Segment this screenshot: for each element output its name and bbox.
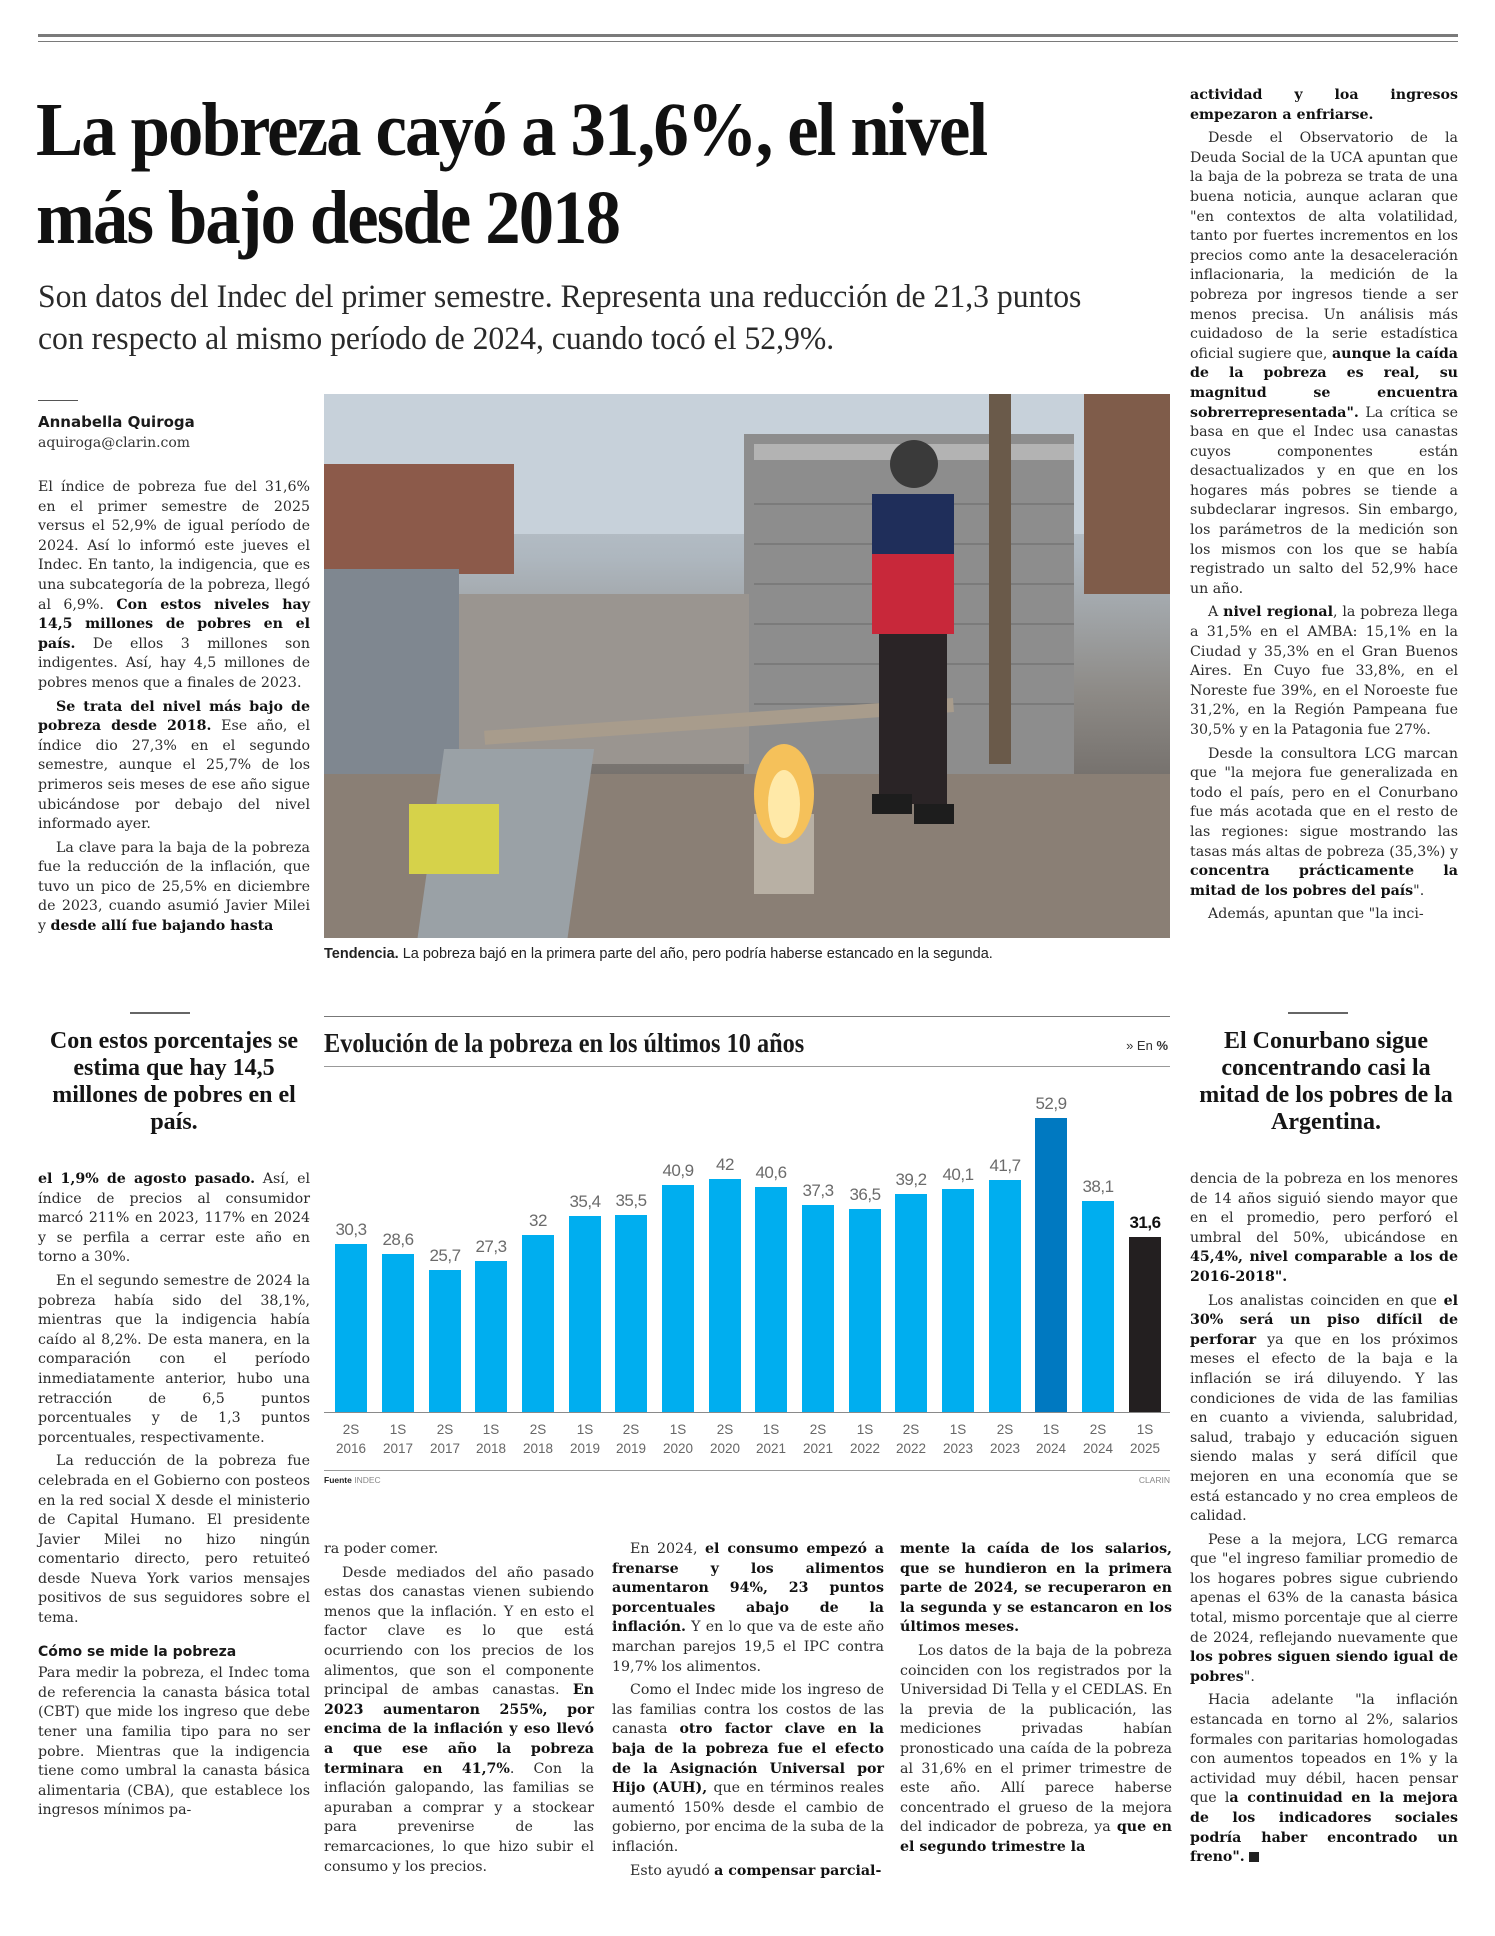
column-3-bottom <box>612 1540 884 1885</box>
poverty-bar-chart <box>324 1016 1170 1486</box>
bar-2s-2019 <box>615 1076 647 1413</box>
chart-unit: » En % <box>1126 1038 1168 1053</box>
x-axis-tick-label: 2S 2020 <box>709 1422 741 1456</box>
x-axis-tick-label: 2S 2016 <box>335 1422 367 1456</box>
bar-1s-2017 <box>382 1076 414 1413</box>
pullquote-rule-left <box>130 1012 190 1014</box>
bar-1s-2022 <box>849 1076 881 1413</box>
bar-fill <box>382 1254 414 1413</box>
bar-fill <box>989 1180 1021 1413</box>
x-axis-tick-label: 2S 2017 <box>429 1422 461 1456</box>
bar-fill <box>942 1189 974 1413</box>
bar-2s-2016 <box>335 1076 367 1413</box>
x-axis-tick-label: 2S 2018 <box>522 1422 554 1456</box>
bar-value-label: 35,5 <box>615 1191 647 1210</box>
bar-value-label: 32 <box>529 1211 547 1230</box>
photo-caption: Tendencia. La pobreza bajó en la primera parte del año, pero podría haberse estancado en la segunda. <box>324 946 993 962</box>
column-right-top <box>1190 86 1458 929</box>
paragraph: Desde mediados del año pasado estas dos canastas vienen subiendo menos que la inflación. Y en esto el factor clave es lo que está ocurriendo con los precios de los alimentos, que son el componente principal de ambas canastas. En 2023 aumentaron 255%, por encima de la inflación y eso llevó a que ese año la pobreza terminara en 41,7%. Con la inflación galopando, las familias se apuraban a comprar y a stockear para prevenirse de las remarcaciones, lo que hizo subir el consumo y los precios. <box>324 1564 595 1875</box>
chart-source: Fuente INDEC <box>324 1475 381 1485</box>
paragraph: Además, apuntan que "la inci- <box>1208 906 1424 923</box>
section-subhead: Cómo se mide la pobreza <box>38 1643 237 1660</box>
chart-title: Evolución de la pobreza en los últimos 10 años <box>324 1028 805 1058</box>
bar-fill <box>1035 1118 1067 1413</box>
x-axis-tick-label: 1S 2018 <box>475 1422 507 1456</box>
bar-value-label: 36,5 <box>849 1185 881 1204</box>
x-axis-tick-label: 2S 2021 <box>802 1422 834 1456</box>
bar-value-label: 40,6 <box>755 1163 787 1182</box>
paragraph: La reducción de la pobreza fue celebrada en el Gobierno con posteos en la red social X desde el ministerio de Capital Humano. El presidente Javier Milei no hizo ningún comentario directo, pero retuiteó desde Nueva York varios mensajes positivos de sus seguidores sobre el tema. <box>38 1453 310 1627</box>
bar-value-label: 38,1 <box>1082 1177 1114 1196</box>
bar-fill <box>802 1205 834 1413</box>
bar-value-label: 37,3 <box>802 1181 834 1200</box>
paragraph: Desde la consultora LCG marcan que "la mejora fue generalizada en todo el país, pero en el Conurbano fue más acotada que en el resto de las regiones: sigue mostrando las tasas más altas de pobreza (35,3%) y concentra prácticamente la mitad de los pobres del país". <box>1190 745 1458 899</box>
paragraph: La clave para la baja de la pobreza fue la reducción de la inflación, que tuvo un pico de 25,5% en diciembre de 2023, cuando asumió Javier Milei y desde allí fue bajando hasta <box>38 839 310 935</box>
bar-value-label: 35,4 <box>569 1192 601 1211</box>
pullquote-right: El Conurbano sigue concentrando casi la mitad de los pobres de la Argentina. <box>1199 1028 1453 1135</box>
column-right-bottom <box>1190 1170 1458 1872</box>
paragraph: Los analistas coinciden en que el 30% será un piso difícil de perforar ya que en los próximos meses el efecto de la baja e la inflación se irá diluyendo. Y las condiciones de vida de las familias en cuanto a vivienda, salubridad, salud, trabajo y educación siguen siendo malas y será difícil que mejoren en una economía que se está estancado y no crea empleos de calidad. <box>1190 1292 1458 1525</box>
paragraph: Desde el Observatorio de la Deuda Social de la UCA apuntan que la baja de la pobreza se trata de una buena noticia, aunque aclaran que "en contextos de alta volatilidad, tanto por fuertes incrementos en los precios como ante la desaceleración inflacionaria, la medición de la pobreza por ingresos tiende a ser menos precisa. Un análisis más cuidadoso de la serie estadística oficial sugiere que, aunque la caída de la pobreza es real, su magnitud se encuentra sobrerrepresentada". La crítica se basa en que el Indec usa canastas cuyos componentes están desactualizados y en que en los hogares más pobres se tiende a subdeclarar ingresos. Sin embargo, los parámetros de la medición son los mismos con los que se había registrado un salto del 52,9% hace un año. <box>1190 130 1458 597</box>
paragraph: Pese a la mejora, LCG remarca que "el ingreso familiar promedio de los hogares pobres sigue cubriendo apenas el 63% de la canasta básica total, mismo porcentaje que al cierre de 2024, reflejando nuevamente que los pobres siguen siendo igual de pobres". <box>1190 1531 1458 1685</box>
x-axis-tick-label: 1S 2021 <box>755 1422 787 1456</box>
deck-subtitle: Son datos del Indec del primer semestre. Representa una reducción de 21,3 puntos con respecto al mismo período de 2024, cuando tocó el 52,9%. <box>38 279 1082 357</box>
chart-top-rule <box>324 1016 1170 1017</box>
x-axis-tick-label: 1S 2024 <box>1035 1422 1067 1456</box>
headline: La pobreza cayó a 31,6%, el nivel más bajo desde 2018 <box>36 88 987 260</box>
chart-footer-rule <box>324 1470 1170 1471</box>
bar-2s-2023 <box>989 1076 1021 1413</box>
pullquote-left: Con estos porcentajes se estima que hay 14,5 millones de pobres en el país. <box>49 1028 299 1135</box>
x-axis-tick-label: 1S 2019 <box>569 1422 601 1456</box>
bar-value-label: 31,6 <box>1129 1213 1161 1232</box>
x-axis-tick-label: 1S 2023 <box>942 1422 974 1456</box>
paragraph: Hacia adelante "la inflación estancada en torno al 2%, salarios formales con paritarias homologadas con aumentos topeados en 1% y la actividad muy débil, hacen pensar que la continuidad en la mejora de los indicadores sociales podría haber encontrado un freno". <box>1190 1692 1458 1866</box>
bar-fill <box>1129 1237 1161 1413</box>
bars-area <box>328 1076 1168 1413</box>
bar-2s-2017 <box>429 1076 461 1413</box>
news-photo <box>324 394 1170 938</box>
end-of-article-mark-icon <box>1249 1852 1259 1862</box>
paragraph: actividad y loa ingresos empezaron a enfriarse. <box>1190 87 1458 123</box>
x-axis-tick-label: 1S 2022 <box>849 1422 881 1456</box>
paragraph: Esto ayudó a compensar parcial- <box>630 1862 882 1879</box>
bar-fill <box>522 1235 554 1413</box>
bar-value-label: 25,7 <box>429 1246 461 1265</box>
x-axis-line <box>324 1412 1170 1413</box>
bar-value-label: 41,7 <box>989 1156 1021 1175</box>
paragraph: mente la caída de los salarios, que se hundieron en la primera parte de 2024, se recuperaron en la segunda y se estancaron en los últimos meses. <box>900 1541 1172 1636</box>
bar-1s-2024 <box>1035 1076 1067 1413</box>
column-1-bottom <box>38 1170 310 1825</box>
column-4-bottom <box>900 1540 1172 1862</box>
bar-fill <box>755 1187 787 1413</box>
bar-value-label: 40,9 <box>662 1161 694 1180</box>
bar-value-label: 40,1 <box>942 1165 974 1184</box>
paragraph: A nivel regional, la pobreza llega a 31,5% en el AMBA: 15,1% en la Ciudad y 35,3% en el Gran Buenos Aires. En Cuyo fue 33,8%, en el Noreste fue 39%, en el Noroeste fue 31,2%, en la Región Pampeana fue 30,5% y en la Patagonia fue 27%. <box>1190 604 1458 738</box>
bar-value-label: 39,2 <box>895 1170 927 1189</box>
bar-fill <box>895 1194 927 1413</box>
bar-2s-2018 <box>522 1076 554 1413</box>
paragraph: Como el Indec mide los ingreso de las familias contra los costos de las canasta otro factor clave en la baja de la pobreza fue el efecto de la Asignación Universal por Hijo (AUH), que en términos reales aumentó 150% desde el cambio de gobierno, por encima de la suba de la inflación. <box>612 1682 885 1855</box>
paragraph: ra poder comer. <box>324 1541 439 1557</box>
byline-rule <box>38 400 78 401</box>
top-rule-thin <box>38 41 1458 42</box>
photo-scene-illustration <box>324 394 1170 938</box>
paragraph: En 2024, el consumo empezó a frenarse y los alimentos aumentaron 94%, 23 puntos porcentuales abajo de la inflación. Y en lo que va de este año marchan parejos 19,5 el IPC contra 19,7% los alimentos. <box>612 1541 884 1675</box>
bar-fill <box>615 1215 647 1413</box>
column-2-bottom <box>324 1540 594 1881</box>
bar-2s-2024 <box>1082 1076 1114 1413</box>
bar-1s-2019 <box>569 1076 601 1413</box>
column-1-top <box>38 478 310 941</box>
pullquote-rule-right <box>1288 1012 1348 1014</box>
paragraph: En el segundo semestre de 2024 la pobreza había sido del 38,1%, mientras que la indigencia había caído al 8,2%. De esta manera, en la comparación con el período inmediatamente anterior, hubo una retracción de 6,5 puntos porcentuales y de 1,3 puntos porcentuales, respectivamente. <box>38 1272 310 1446</box>
top-rule <box>38 34 1458 37</box>
paragraph: Los datos de la baja de la pobreza coinciden con los registrados por la Universidad Di Tella y el CEDLAS. En la previa de la publicación, las mediciones privadas habían pronosticado una caída de la pobreza al 31,6% en el primer trimestre de este año. Allí parece haberse concentrado el grueso de la mejora del indicador de pobreza, ya que en el segundo trimestre la <box>900 1642 1173 1855</box>
x-axis-tick-label: 2S 2023 <box>989 1422 1021 1456</box>
bar-value-label: 28,6 <box>382 1230 414 1249</box>
bar-fill <box>849 1209 881 1413</box>
bar-1s-2025 <box>1129 1076 1161 1413</box>
bar-2s-2020 <box>709 1076 741 1413</box>
bar-value-label: 30,3 <box>335 1220 367 1239</box>
bar-value-label: 27,3 <box>475 1237 507 1256</box>
bar-1s-2021 <box>755 1076 787 1413</box>
bar-2s-2021 <box>802 1076 834 1413</box>
bar-1s-2018 <box>475 1076 507 1413</box>
paragraph: dencia de la pobreza en los menores de 14 años siguió siendo mayor que en el promedio, pero perforó el umbral del 50%, ubicándose en 45,4%, nivel comparable a los de 2016-2018". <box>1190 1171 1458 1285</box>
paragraph: Para medir la pobreza, el Indec toma de referencia la canasta básica total (CBT) que mide los ingreso que debe tener una familia tipo para no ser pobre. Mientras que la indigencia tiene como umbral la canasta básica alimentaria (CBA), que establece los ingresos mínimos pa- <box>38 1665 310 1819</box>
bar-fill <box>475 1261 507 1413</box>
bar-fill <box>335 1244 367 1413</box>
bar-value-label: 42 <box>716 1155 734 1174</box>
author-email[interactable]: aquiroga@clarin.com <box>38 435 191 451</box>
bar-fill <box>709 1179 741 1413</box>
x-axis-tick-label: 1S 2025 <box>1129 1422 1161 1456</box>
x-axis-tick-label: 1S 2020 <box>662 1422 694 1456</box>
bar-fill <box>429 1270 461 1413</box>
paragraph: El índice de pobreza fue del 31,6% en el primer semestre de 2025 versus el 52,9% de igual período de 2024. Así lo informó este jueves el Indec. En tanto, la indigencia, que es una subcategoría de la pobreza, llegó al 6,9%. Con estos niveles hay 14,5 millones de pobres en el país. De ellos 3 millones son indigentes. Así, hay 4,5 millones de pobres menos que a finales de 2023. <box>38 479 310 691</box>
bar-fill <box>1082 1201 1114 1413</box>
bar-1s-2023 <box>942 1076 974 1413</box>
author-name: Annabella Quiroga <box>38 413 195 431</box>
bar-value-label: 52,9 <box>1035 1094 1067 1113</box>
bar-fill <box>662 1185 694 1413</box>
x-axis-tick-label: 2S 2019 <box>615 1422 647 1456</box>
x-axis-tick-label: 2S 2024 <box>1082 1422 1114 1456</box>
x-axis-tick-label: 2S 2022 <box>895 1422 927 1456</box>
bar-1s-2020 <box>662 1076 694 1413</box>
chart-brand: CLARIN <box>1138 1475 1170 1485</box>
bar-fill <box>569 1216 601 1413</box>
bar-2s-2022 <box>895 1076 927 1413</box>
chart-title-rule <box>324 1066 1170 1067</box>
x-axis-tick-label: 1S 2017 <box>382 1422 414 1456</box>
paragraph: el 1,9% de agosto pasado. Así, el índice de precios al consumidor marcó 211% en 2023, 117% en 2024 y se perfila a cerrar este año en torno a 30%. <box>38 1171 311 1266</box>
paragraph: Se trata del nivel más bajo de pobreza desde 2018. Ese año, el índice dio 27,3% en el segundo semestre, aunque el 25,7% de los primeros seis meses de ese año sigue ubicándose por debajo del nivel informado ayer. <box>38 698 310 833</box>
